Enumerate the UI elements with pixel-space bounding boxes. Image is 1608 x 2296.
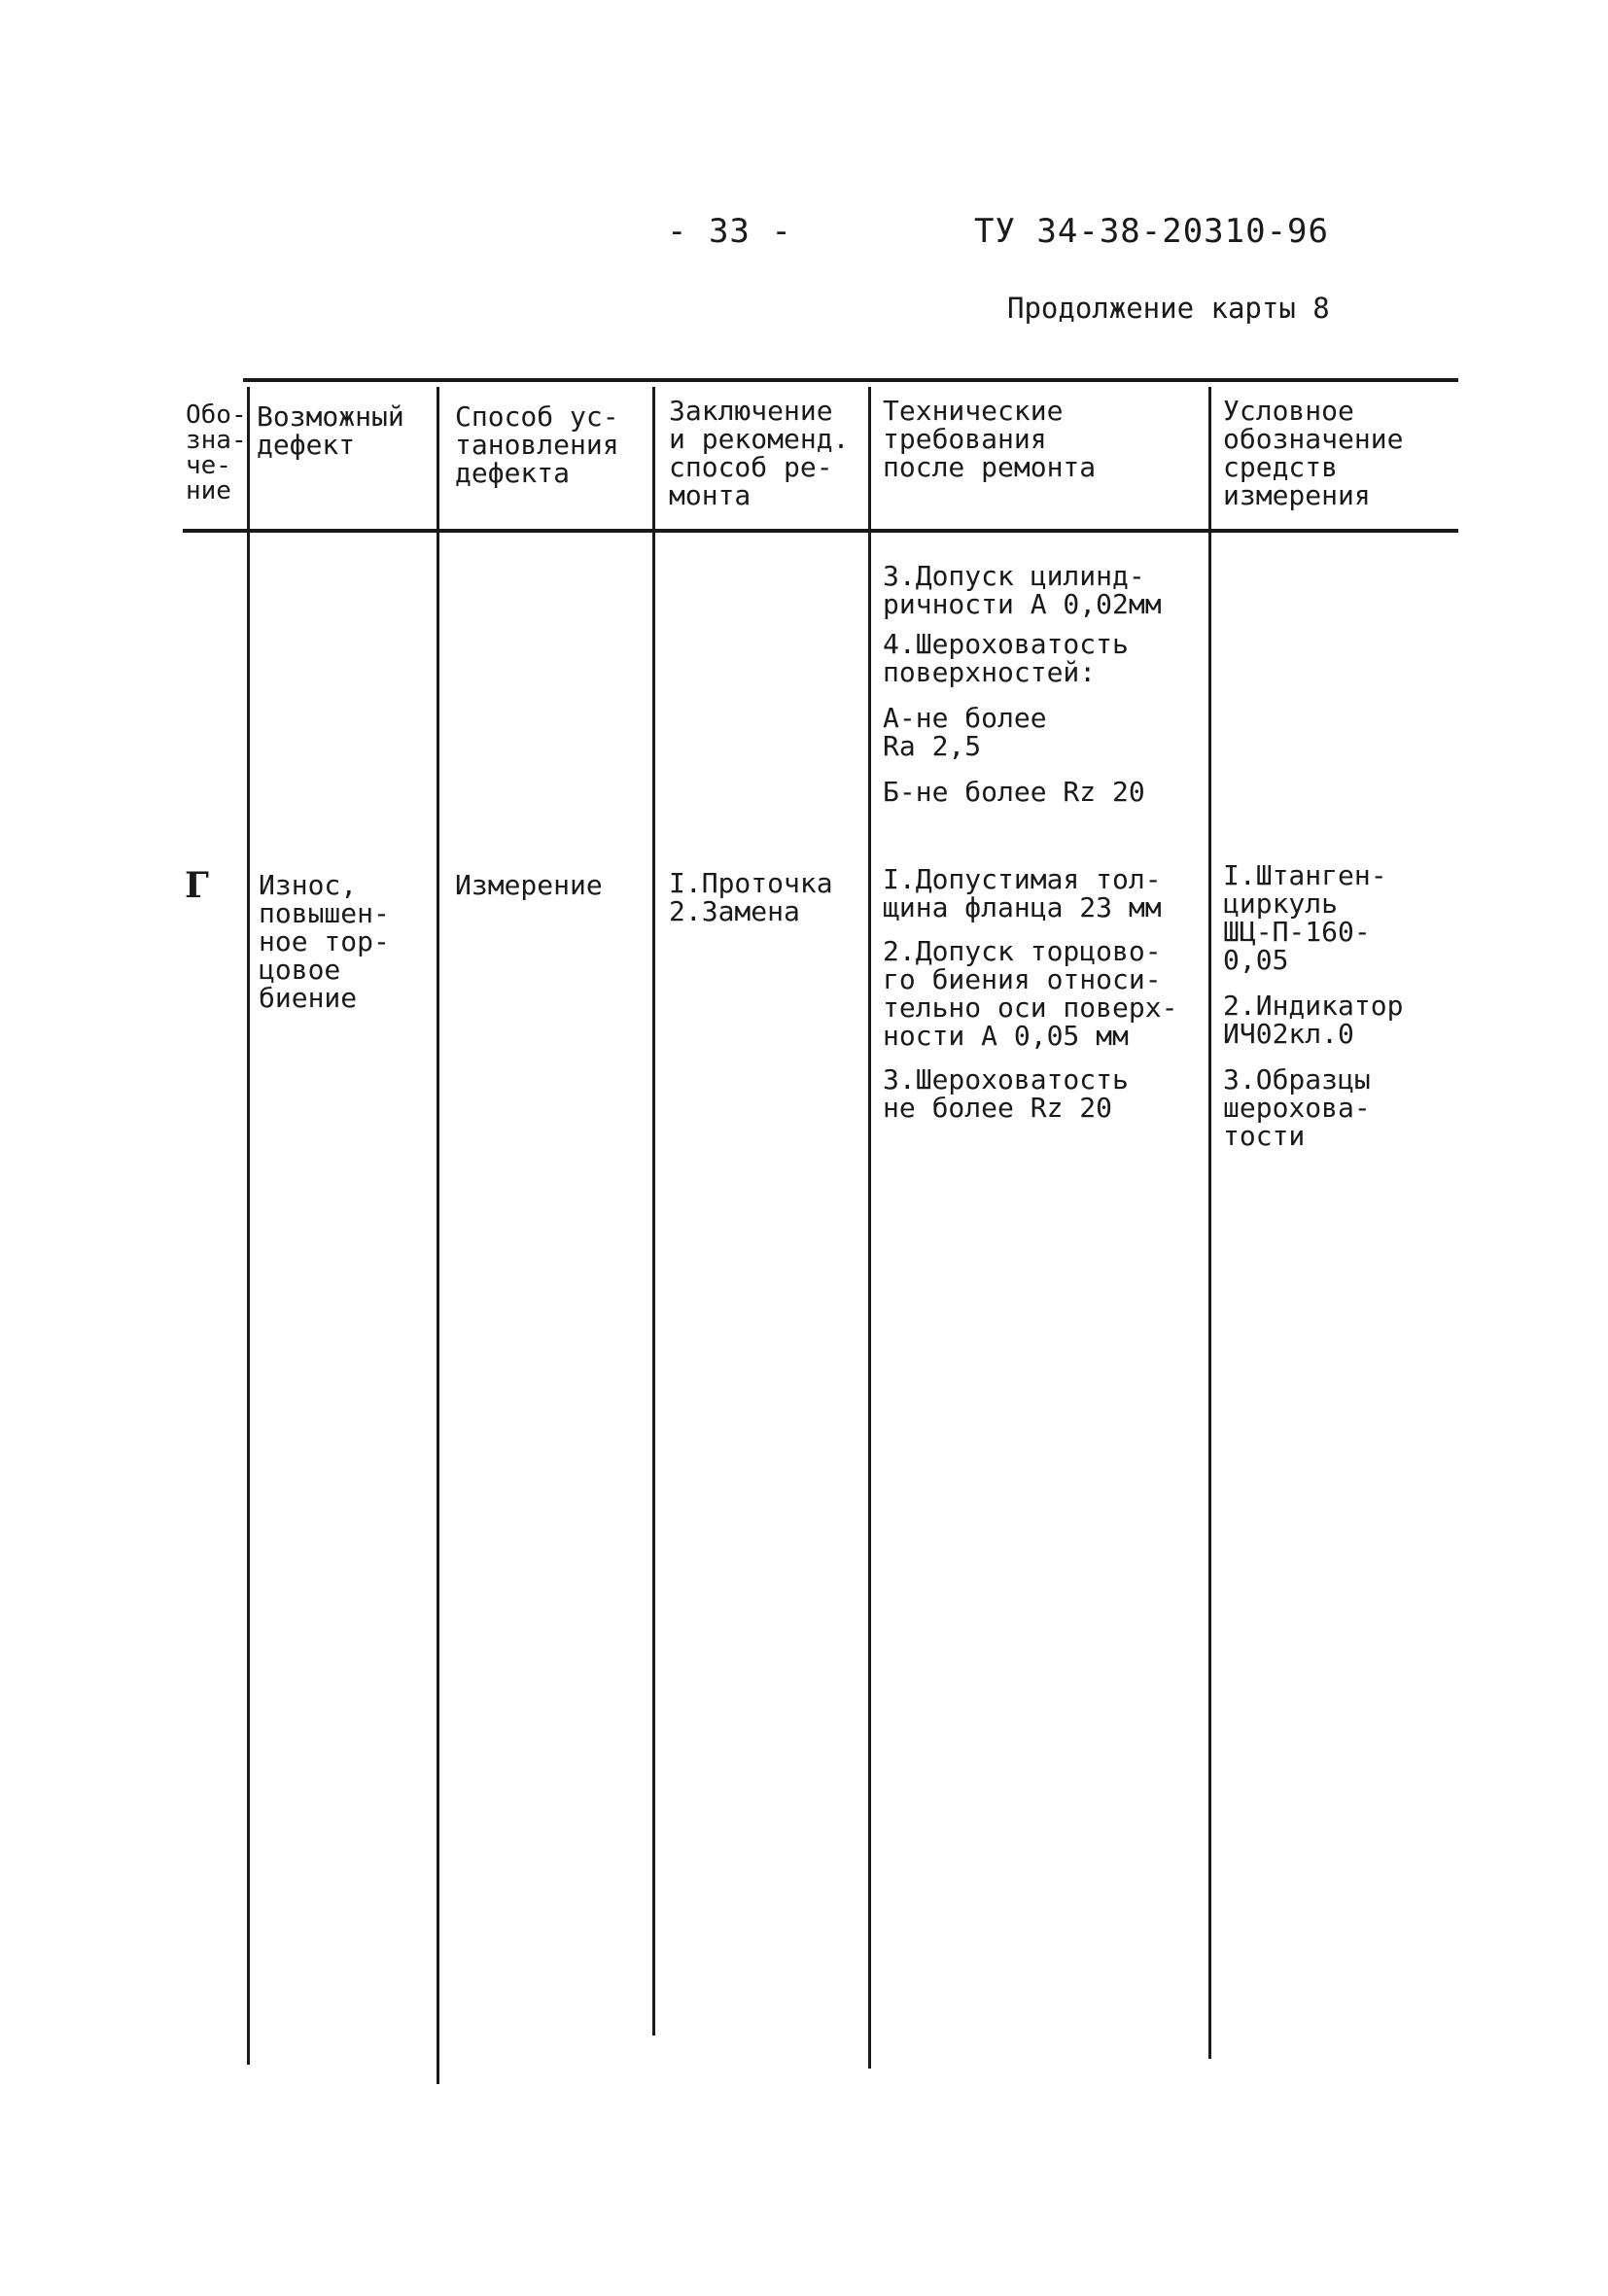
row-designation: Г — [185, 865, 209, 906]
column-header-designation: Обо- зна- че- ние — [186, 400, 247, 505]
requirement-surface-a: А-не более Ra 2,5 — [883, 702, 1047, 762]
row-requirement-2: 2.Допуск торцово- го биения относи- тельно оси поверх- ности А 0,05 мм — [883, 935, 1178, 1052]
column-header-instruments: Условное обозначение средств измерения — [1223, 395, 1404, 511]
column-header-defect: Возможный дефект — [257, 400, 404, 461]
continuation-title: Продолжение карты 8 — [1007, 292, 1330, 325]
row-defect: Износ, повышен- ное тор- цовое биение — [259, 869, 390, 1014]
page-number: - 33 - — [667, 212, 792, 251]
column-header-conclusion: Заключение и рекоменд. способ ре- монта — [669, 395, 850, 511]
column-divider-4 — [868, 387, 871, 2069]
row-instrument-2: 2.Индикатор ИЧ02кл.0 — [1223, 990, 1404, 1050]
column-divider-3 — [652, 387, 655, 2035]
row-conclusion: I.Проточка 2.Замена — [669, 867, 833, 927]
requirement-cylindricity: 3.Допуск цилинд- ричности А 0,02мм — [883, 560, 1162, 620]
column-header-detection-method: Способ ус- тановления дефекта — [455, 400, 619, 489]
requirement-roughness: 4.Шероховатость поверхностей: — [883, 628, 1129, 688]
row-requirement-1: I.Допустимая тол- щина фланца 23 мм — [883, 863, 1162, 923]
column-header-requirements: Технические требования после ремонта — [883, 395, 1097, 483]
row-requirement-3: 3.Шероховатость не более Rz 20 — [883, 1063, 1129, 1124]
document-code: ТУ 34-38-20310-96 — [974, 212, 1329, 251]
row-instrument-3: 3.Образцы шероховa- тости — [1223, 1063, 1371, 1152]
row-detection-method: Измерение — [455, 869, 603, 901]
column-divider-5 — [1208, 387, 1211, 2059]
column-divider-2 — [437, 387, 439, 2084]
table-top-rule — [243, 378, 1458, 382]
header-bottom-rule — [183, 529, 1458, 533]
row-instrument-1: I.Штанген- циркуль ШЦ-П-160- 0,05 — [1223, 859, 1387, 976]
column-divider-1 — [247, 387, 250, 2065]
requirement-surface-b: Б-не более Rz 20 — [883, 776, 1145, 808]
